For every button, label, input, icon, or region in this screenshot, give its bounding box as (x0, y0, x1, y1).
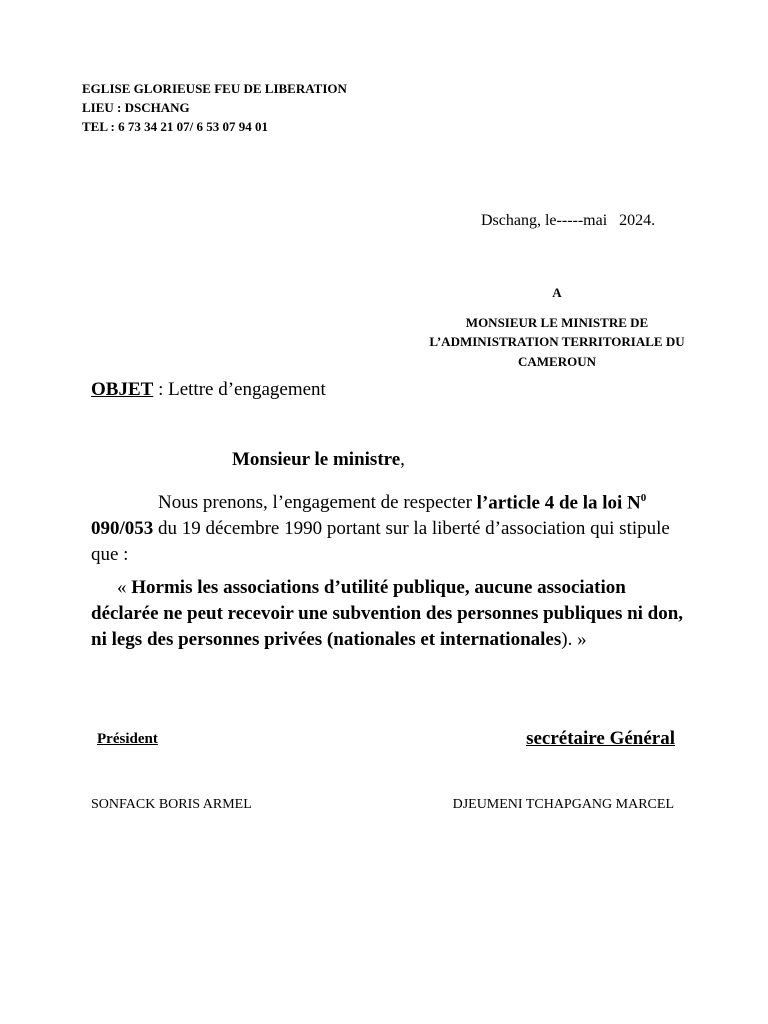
secretary-name: DJEUMENI TCHAPGANG MARCEL (452, 797, 674, 812)
church-name: EGLISE GLORIEUSE FEU DE LIBERATION (82, 81, 347, 96)
body-article: l’article 4 de la loi N (476, 492, 641, 514)
recipient-line-3: CAMEROUN (518, 354, 596, 369)
body-superscript: 0 (640, 492, 647, 504)
salutation-text: Monsieur le ministre (232, 449, 401, 470)
body-intro: Nous prenons, l’engagement de respecter (158, 492, 477, 514)
president-name: SONFACK BORIS ARMEL (91, 797, 252, 812)
subject-text: : Lettre d’engagement (153, 379, 326, 400)
salutation-punct: , (400, 449, 405, 470)
quote-open: « (117, 577, 132, 598)
salutation (232, 449, 405, 471)
secretary-title: secrétaire Général (526, 728, 675, 749)
quote-text: Hormis les associations d’utilité publique, aucune association déclarée ne peut recevoir une subvention des personnes publiques ni don, ni legs des personnes privées (nationales et internationales (91, 577, 684, 650)
date-rest: le-----mai 2024. (540, 212, 656, 229)
president-title: Président (97, 731, 158, 747)
church-phone: TEL : 6 73 34 21 07/ 6 53 07 94 01 (82, 119, 268, 134)
date-city: Dschang (481, 212, 537, 229)
quote-close: ). » (561, 629, 587, 650)
recipient-prefix: A (552, 285, 562, 300)
body-paragraph (91, 485, 681, 568)
body-rest: du 19 décembre 1990 portant sur la liberté d’association qui stipule que : (91, 518, 670, 566)
quoted-article (91, 575, 691, 653)
recipient-line-1: MONSIEUR LE MINISTRE DE (465, 315, 649, 330)
body-law-number: 090/053 (91, 518, 154, 540)
letter-date (481, 212, 655, 230)
letter-subject (91, 379, 326, 401)
subject-label: OBJET (91, 379, 154, 400)
recipient-line-2: L’ADMINISTRATION TERRITORIALE DU (429, 334, 685, 349)
church-location: LIEU : DSCHANG (82, 100, 190, 115)
date-comma: , (536, 212, 541, 229)
